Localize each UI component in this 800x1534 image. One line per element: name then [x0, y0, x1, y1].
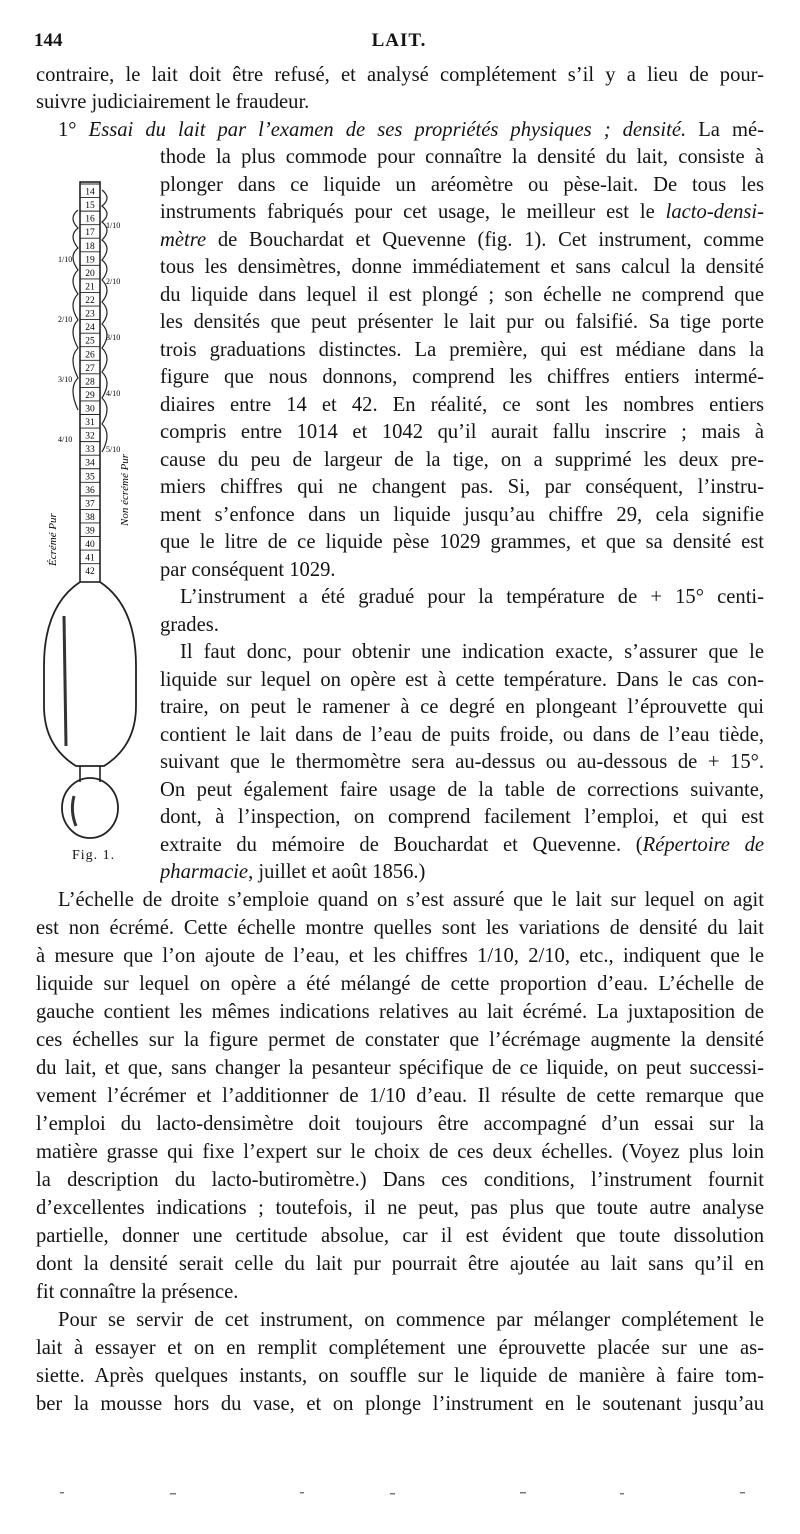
- text-fragment: , juillet et août 1856.): [248, 861, 426, 883]
- scale-tick-label: 27: [85, 363, 95, 374]
- scale-tick-label: 23: [85, 309, 95, 320]
- fraction-label: 5/10: [106, 445, 121, 454]
- fraction-label: 2/10: [58, 315, 73, 324]
- text-line: que le litre de ce liquide pèse 1029 grammes, et que sa densité est: [160, 531, 764, 553]
- text-line: par conséquent 1029.: [160, 559, 336, 581]
- text-line: liquide sur lequel on opère est à cette température. Dans le cas con-: [160, 669, 764, 691]
- text-line: liquide sur lequel on opère a été mélangé de cette proportion d’eau. L’échelle de: [36, 973, 764, 995]
- scale-tick-label: 29: [85, 390, 95, 401]
- text-line: dont la densité serait celle du lait pur pourrait être ajoutée au lait sans qu’il en: [36, 1253, 764, 1275]
- text-line: partielle, donner une certitude absolue, car il est évident que toute dissolution: [36, 1225, 764, 1247]
- scale-tick-label: 38: [85, 512, 95, 523]
- text-line: l’emploi du lacto-densimètre doit toujours être accompagné d’un essai sur la: [36, 1113, 764, 1135]
- text-line: Il faut donc, pour obtenir une indication exacte, s’assurer que le: [180, 641, 764, 663]
- left-scale-bracket: [73, 210, 78, 410]
- scale-tick-label: 37: [85, 499, 95, 510]
- text-line: les densités que peut présenter le lait pur ou falsifié. Sa tige porte: [160, 311, 764, 333]
- text-line: vement l’écrémer et l’additionner de 1/10 d’eau. Il résulte de cette remarque que: [36, 1085, 764, 1107]
- text-line: compris entre 1014 et 1042 qu’il aurait fallu inscrire ; mais à: [160, 421, 764, 443]
- right-scale-label: Non écrémé Pur: [119, 453, 131, 526]
- scale-tick-label: 16: [85, 214, 95, 225]
- fraction-label: 1/10: [106, 221, 121, 230]
- text-line: est non écrémé. Cette échelle montre quelles sont les variations de densité du lait: [36, 917, 764, 939]
- text-line: fit connaître la présence.: [36, 1281, 239, 1303]
- section-title: Essai du lait par l’examen de ses propriétés physiques ; densité.: [88, 119, 687, 141]
- text-line: On peut également faire usage de la table de corrections suivante,: [160, 779, 764, 801]
- text-line: [160, 832, 764, 859]
- text-line: diaires entre 14 et 42. En réalité, ce sont les nombres entiers: [160, 394, 764, 416]
- scale-tick-label: 18: [85, 241, 95, 252]
- right-fractions: [106, 221, 120, 454]
- text-line: [160, 859, 764, 886]
- fraction-label: 1/10: [58, 255, 73, 264]
- scale-tick-label: 34: [85, 458, 95, 469]
- left-fractions: [58, 255, 72, 444]
- text-line: figure que nous donnons, comprend les chiffres entiers intermé-: [160, 366, 764, 388]
- term-italic: Répertoire de: [642, 834, 764, 856]
- scale-tick-label: 19: [85, 255, 95, 266]
- text-line: ment s’enfonce dans un liquide jusqu’au chiffre 29, cela signifie: [160, 504, 764, 526]
- text-line: grades.: [160, 614, 219, 636]
- text-line: du liquide dans lequel il est plongé ; son échelle ne comprend que: [160, 284, 764, 306]
- text-line: gauche contient les mêmes indications relatives au lait écrémé. La juxtaposition de: [36, 1001, 764, 1023]
- text-line: suivre judiciairement le fraudeur.: [36, 91, 310, 113]
- term-italic: pharmacie: [160, 861, 249, 883]
- scale-tick-label: 28: [85, 377, 95, 388]
- scale-tick-label: 35: [85, 472, 95, 483]
- section-number: 1°: [58, 119, 77, 141]
- text-line: contient le lait dans de l’eau de puits froide, ou dans de l’eau tiède,: [160, 724, 764, 746]
- scale-tick-label: 25: [85, 336, 95, 347]
- scale-tick-label: 15: [85, 201, 95, 212]
- center-scale: [80, 184, 100, 577]
- term-italic: mètre: [160, 229, 207, 251]
- text-line: [160, 227, 764, 254]
- running-title: LAIT.: [371, 30, 427, 51]
- fraction-label: 3/10: [58, 375, 73, 384]
- fraction-label: 4/10: [106, 389, 121, 398]
- text-line: traire, on peut le ramener à ce degré en plongeant l’éprouvette qui: [160, 696, 764, 718]
- scale-tick-label: 42: [85, 567, 95, 578]
- text-line: la description du lacto-butiromètre.) Dans ces conditions, l’instrument fournit: [36, 1169, 764, 1191]
- fraction-label: 3/10: [106, 333, 121, 342]
- text-line: L’instrument a été gradué pour la température de + 15° centi-: [180, 586, 764, 608]
- text-line: miers chiffres qui ne changent pas. Si, par conséquent, l’instru-: [160, 476, 764, 498]
- running-header: [34, 30, 764, 54]
- fraction-label: 2/10: [106, 277, 121, 286]
- left-scale-label: Écrémé Pur: [47, 513, 59, 566]
- text-line: trois graduations distinctes. La première, qui est médiane dans la: [160, 339, 764, 361]
- text-fragment: de Bouchardat et Quevenne (fig. 1). Cet instrument, comme: [217, 229, 764, 251]
- text-fragment: instruments fabriqués pour cet usage, le meilleur est le: [160, 201, 655, 223]
- scale-tick-label: 20: [85, 268, 95, 279]
- text-line: suivant que le thermomètre sera au-dessus ou au-dessous de + 15°.: [160, 751, 764, 773]
- float-bulb: [44, 582, 136, 766]
- page-number: 144: [34, 30, 63, 51]
- scale-tick-label: 39: [85, 526, 95, 537]
- text-line: [160, 199, 764, 226]
- scale-tick-label: 30: [85, 404, 95, 415]
- text-line: ber la mousse hors du vase, et on plonge l’instrument en le soutenant jusqu’au: [36, 1393, 764, 1415]
- text-line: ces échelles sur la figure permet de constater que l’écrémage augmente la densité: [36, 1029, 764, 1051]
- text-line: L’échelle de droite s’emploie quand on s’est assuré que le lait sur lequel on agit: [58, 889, 764, 911]
- scale-tick-label: 21: [85, 282, 95, 293]
- scale-tick-label: 32: [85, 431, 95, 442]
- scale-tick-label: 26: [85, 350, 95, 361]
- text-line: thode la plus commode pour connaître la densité du lait, consiste à: [160, 146, 764, 168]
- text-line: d’excellentes indications ; toutefois, il ne peut, pas plus que toute autre analyse: [36, 1197, 764, 1219]
- text-line: plonger dans ce liquide un aréomètre ou pèse-lait. De tous les: [160, 174, 764, 196]
- page-bottom-speckle: [60, 1488, 750, 1498]
- text-fragment: La mé-: [698, 119, 764, 141]
- text-line: matière grasse qui fixe l’expert sur le choix de ces deux échelles. (Voyez plus loin: [36, 1141, 764, 1163]
- ballast-shading: [72, 796, 76, 826]
- text-line: contraire, le lait doit être refusé, et analysé complétement s’il y a lieu de pour-: [36, 64, 764, 86]
- scale-tick-label: 41: [85, 553, 95, 564]
- scale-tick-label: 22: [85, 296, 95, 307]
- scale-tick-label: 24: [85, 323, 95, 334]
- scale-tick-label: 17: [85, 228, 95, 239]
- text-line: cause du peu de largeur de la tige, on a supprimé les deux pre-: [160, 449, 764, 471]
- scale-tick-label: 33: [85, 445, 95, 456]
- bulb-shading: [64, 616, 66, 746]
- scale-tick-label: 14: [85, 187, 95, 198]
- text-line: siette. Après quelques instants, on souffle sur le liquide de manière à faire tom-: [36, 1365, 764, 1387]
- text-line: tous les densimètres, donne immédiatement et sans calcul la densité: [160, 256, 764, 278]
- figure-caption: Fig. 1.: [72, 848, 116, 863]
- scale-tick-label: 36: [85, 485, 95, 496]
- text-line: dont, à l’inspection, on comprend facilement l’emploi, et qui est: [160, 806, 764, 828]
- fraction-label: 4/10: [58, 435, 73, 444]
- text-line: lait à essayer et on en remplit complétement une éprouvette placée sur une as-: [36, 1337, 764, 1359]
- ballast-bulb: [62, 778, 118, 838]
- text-line: Pour se servir de cet instrument, on commence par mélanger complétement le: [58, 1309, 764, 1331]
- term-italic: lacto-densi-: [665, 201, 764, 223]
- text-line: à mesure que l’on ajoute de l’eau, et les chiffres 1/10, 2/10, etc., indiquent que le: [36, 945, 764, 967]
- lactodensimeter-figure: [36, 166, 156, 866]
- text-line: du lait, et que, sans changer la pesanteur spécifique de ce liquide, on peut successi-: [36, 1057, 764, 1079]
- scale-tick-label: 31: [85, 418, 95, 429]
- text-fragment: extraite du mémoire de Bouchardat et Quevenne. (: [160, 834, 643, 856]
- scale-tick-label: 40: [85, 540, 95, 551]
- section-heading-line: [58, 117, 764, 144]
